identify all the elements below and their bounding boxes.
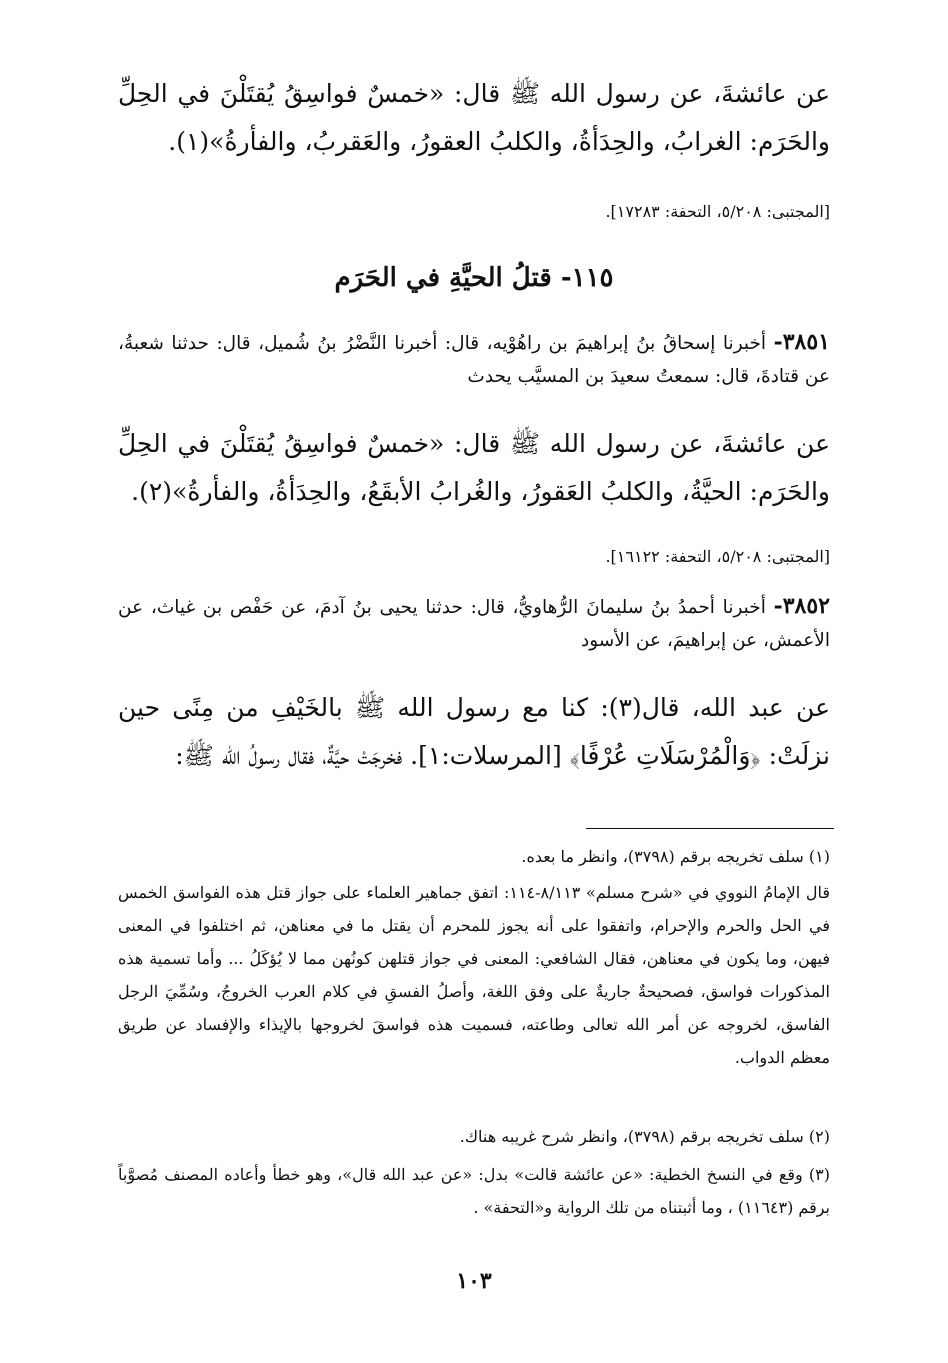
hadith-3850-reference: [المجتبى: ٥/٢٠٨، التحفة: ١٧٢٨٣]. bbox=[605, 202, 830, 221]
hadith-3851-matn: عن عائشةَ، عن رسول الله ﷺ قال: «خمسٌ فواسِقُ يُقتَلْنَ في الحِلِّ والحَرَم: الحيَّةُ، والكلبُ العَقورُ، والغُرابُ الأبقَعُ، والحِدَأةُ، والفأرةُ»(٢). bbox=[118, 429, 830, 506]
footnote-1: (١) سلف تخريجه برقم (٣٧٩٨)، وانظر ما بعده. bbox=[521, 847, 830, 866]
page-number: ١٠٣ bbox=[456, 1268, 492, 1294]
hadith-3852-number: ٣٨٥٢- bbox=[773, 593, 830, 619]
hadith-3851-chain-block bbox=[118, 326, 830, 393]
hadith-3851-chain: أخبرنا إسحاقُ بنُ إبراهيمَ بن راهُوْيه، قال: أخبرنا النَّضْرُ بنُ شُميل، قال: حدثنا شعبةُ، عن قتادةَ، قال: سمعتُ سعيدَ بن المسيَّب يحدث bbox=[118, 333, 830, 387]
hadith-3851-reference: [المجتبى: ٥/٢٠٨، التحفة: ١٦١٢٢]. bbox=[605, 547, 830, 566]
hadith-3852-chain: أخبرنا أحمدُ بنُ سليمانَ الرُّهاويُّ، قال: حدثنا يحيى بنُ آدمَ، عن حَفْص بن غياث، عن الأعمش، عن إبراهيمَ، عن الأسود bbox=[118, 597, 830, 651]
chapter-title: ١١٥- قتلُ الحيَّةِ في الحَرَم bbox=[334, 263, 614, 293]
footnote-3: (٣) وقع في النسخ الخطية: «عن عائشة قالت» بدل: «عن عبد الله قال»، وهو خطأ وأعاده المصنف مُصوَّباً برقم (١١٦٤٣) ، وما أثبتناه من تلك الرواية و«التحفة» . bbox=[118, 1165, 830, 1217]
footnote-separator bbox=[586, 828, 834, 829]
hadith-3851-number: ٣٨٥١- bbox=[773, 329, 830, 355]
footnote-2: (٢) سلف تخريجه برقم (٣٧٩٨)، وانظر شرح غريبه هناك. bbox=[459, 1127, 830, 1146]
hadith-3852-chain-block bbox=[118, 590, 830, 657]
hadith-3850-matn: عن عائشةَ، عن رسول الله ﷺ قال: «خمسٌ فواسِقُ يُقتَلْنَ في الحِلِّ والحَرَم: الغرابُ، والحِدَأةُ، والكلبُ العقورُ، والعَقربُ، والفأرةُ»(١). bbox=[118, 79, 830, 156]
hadith-3852-matn: عن عبد الله، قال(٣): كنا مع رسول الله ﷺ بالخَيْفِ من مِنًى حين نزلَتْ: ﴿وَالْمُرْسَلَاتِ عُرْفًا﴾ [المرسلات:١]. فخرجَتْ حيَّةٌ، فقال رسولُ الله ﷺ: bbox=[118, 693, 830, 770]
footnote-1-commentary: قال الإمامُ النووي في «شرح مسلم» ٨/١١٣-١١٤: اتفق جماهير العلماء على جواز قتل هذه الفواسق الخمس في الحل والحرم والإحرام، واتفقوا على أنه يجوز للمحرم أن يقتل ما في معناهن، ثم اختلفوا في المعنى فيهن، وما يكون في معناهن، فقال الشافعي: المعنى في جواز قتلهن كونُهن مما لا يُؤكَلُ ... وأما تسمية هذه المذكورات فواسق، فصحيحةٌ جاريةٌ على وفق اللغة، وأصلُ الفسقِ في كلام العرب الخروجُ، وسُمِّيَ الرجل الفاسق، لخروجه عن أمر الله تعالى وطاعته، فسميت هذه فواسقَ لخروجها بالإيذاء والإفساد عن طريق معظم الدواب. bbox=[118, 883, 831, 1067]
